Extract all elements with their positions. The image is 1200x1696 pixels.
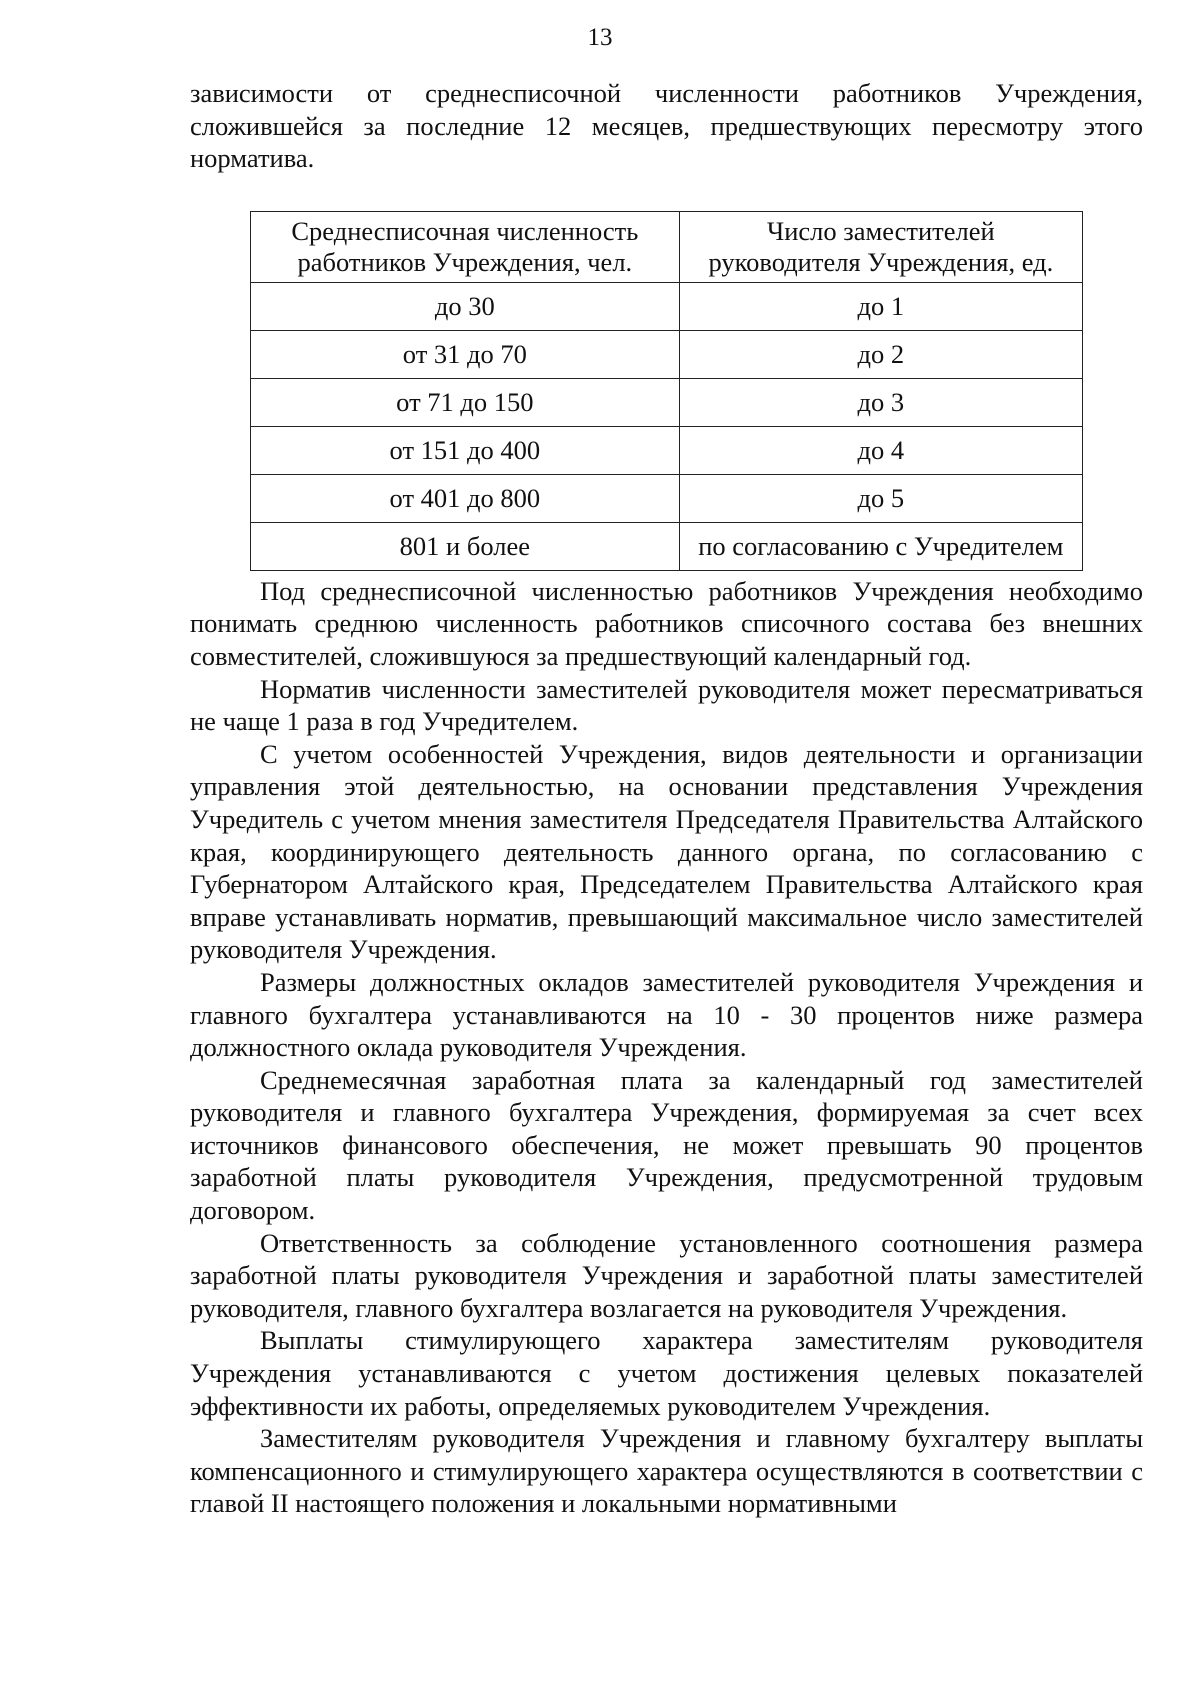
table-row: [251, 474, 1083, 522]
paragraph-compensation-payments: Заместителям руководителя Учреждения и главному бухгалтеру выплаты компенсационного и стимулирующего характера осуществляются в соответствии с главой II настоящего положения и локальными нормативными: [190, 1423, 1143, 1519]
header-deputies-line2: руководителя Учреждения, ед.: [708, 246, 1054, 277]
header-employees: [251, 211, 680, 282]
table-row: [251, 330, 1083, 378]
table-row: [251, 282, 1083, 330]
paragraph-responsibility: Ответственность за соблюдение установленного соотношения размера заработной платы руководителя Учреждения и заработной платы заместителей руководителя, главного бухгалтера возлагается на руководителя Учреждения.: [190, 1227, 1143, 1323]
cell-employees: 801 и более: [251, 522, 680, 570]
paragraph-norm-revision: Норматив численности заместителей руководителя может пересматриваться не чаще 1 раза в год Учредителем.: [190, 673, 1143, 737]
cell-deputies: до 1: [679, 282, 1082, 330]
cell-deputies: до 2: [679, 330, 1082, 378]
header-deputies-line1: Число заместителей: [766, 215, 995, 246]
cell-employees: от 31 до 70: [251, 330, 680, 378]
header-employees-line2: работников Учреждения, чел.: [297, 246, 633, 277]
lead-paragraph: зависимости от среднесписочной численности работников Учреждения, сложившейся за последние 12 месяцев, предшествующих пересмотру этого норматива.: [190, 78, 1143, 174]
page-number: 13: [587, 24, 613, 51]
paragraph-salary-sizes: Размеры должностных окладов заместителей руководителя Учреждения и главного бухгалтера устанавливаются на 10 - 30 процентов ниже размера должностного оклада руководителя Учреждения.: [190, 966, 1143, 1063]
cell-deputies: до 4: [679, 426, 1082, 474]
table-header-row: [251, 211, 1083, 282]
header-employees-line1: Среднесписочная численность: [291, 215, 639, 246]
cell-employees: от 71 до 150: [251, 378, 680, 426]
table-row: [251, 378, 1083, 426]
table-row: [251, 522, 1083, 570]
cell-employees: от 151 до 400: [251, 426, 680, 474]
header-deputies: [679, 211, 1082, 282]
paragraph-norm-exceeding: С учетом особенностей Учреждения, видов деятельности и организации управления этой деятельностью, на основании представления Учреждения Учредитель с учетом мнения заместителя Председателя Правительства Алтайского края, координирующего деятельность данного органа, по согласованию с Губернатором Алтайского края, Председателем Правительства Алтайского края вправе устанавливать норматив, превышающий максимальное число заместителей руководителя Учреждения.: [190, 738, 1143, 965]
paragraph-average-headcount-definition: Под среднесписочной численностью работников Учреждения необходимо понимать среднюю численность работников списочного состава без внешних совместителей, сложившуюся за предшествующий календарный год.: [190, 575, 1143, 671]
cell-deputies: до 5: [679, 474, 1082, 522]
cell-deputies: по согласованию с Учредителем: [679, 522, 1082, 570]
document-body: [190, 77, 1143, 1520]
paragraph-incentive-payments: Выплаты стимулирующего характера заместителям руководителя Учреждения устанавливаются с учетом достижения целевых показателей эффективности их работы, определяемых руководителем Учреждения.: [190, 1325, 1143, 1421]
cell-employees: от 401 до 800: [251, 474, 680, 522]
cell-employees: до 30: [251, 282, 680, 330]
deputies-norm-table: [250, 211, 1083, 571]
table-row: [251, 426, 1083, 474]
cell-deputies: до 3: [679, 378, 1082, 426]
paragraph-average-monthly-salary: Среднемесячная заработная плата за календарный год заместителей руководителя и главного бухгалтера Учреждения, формируемая за счет всех источников финансового обеспечения, не может превышать 90 процентов заработной платы руководителя Учреждения, предусмотренной трудовым договором.: [190, 1064, 1143, 1226]
